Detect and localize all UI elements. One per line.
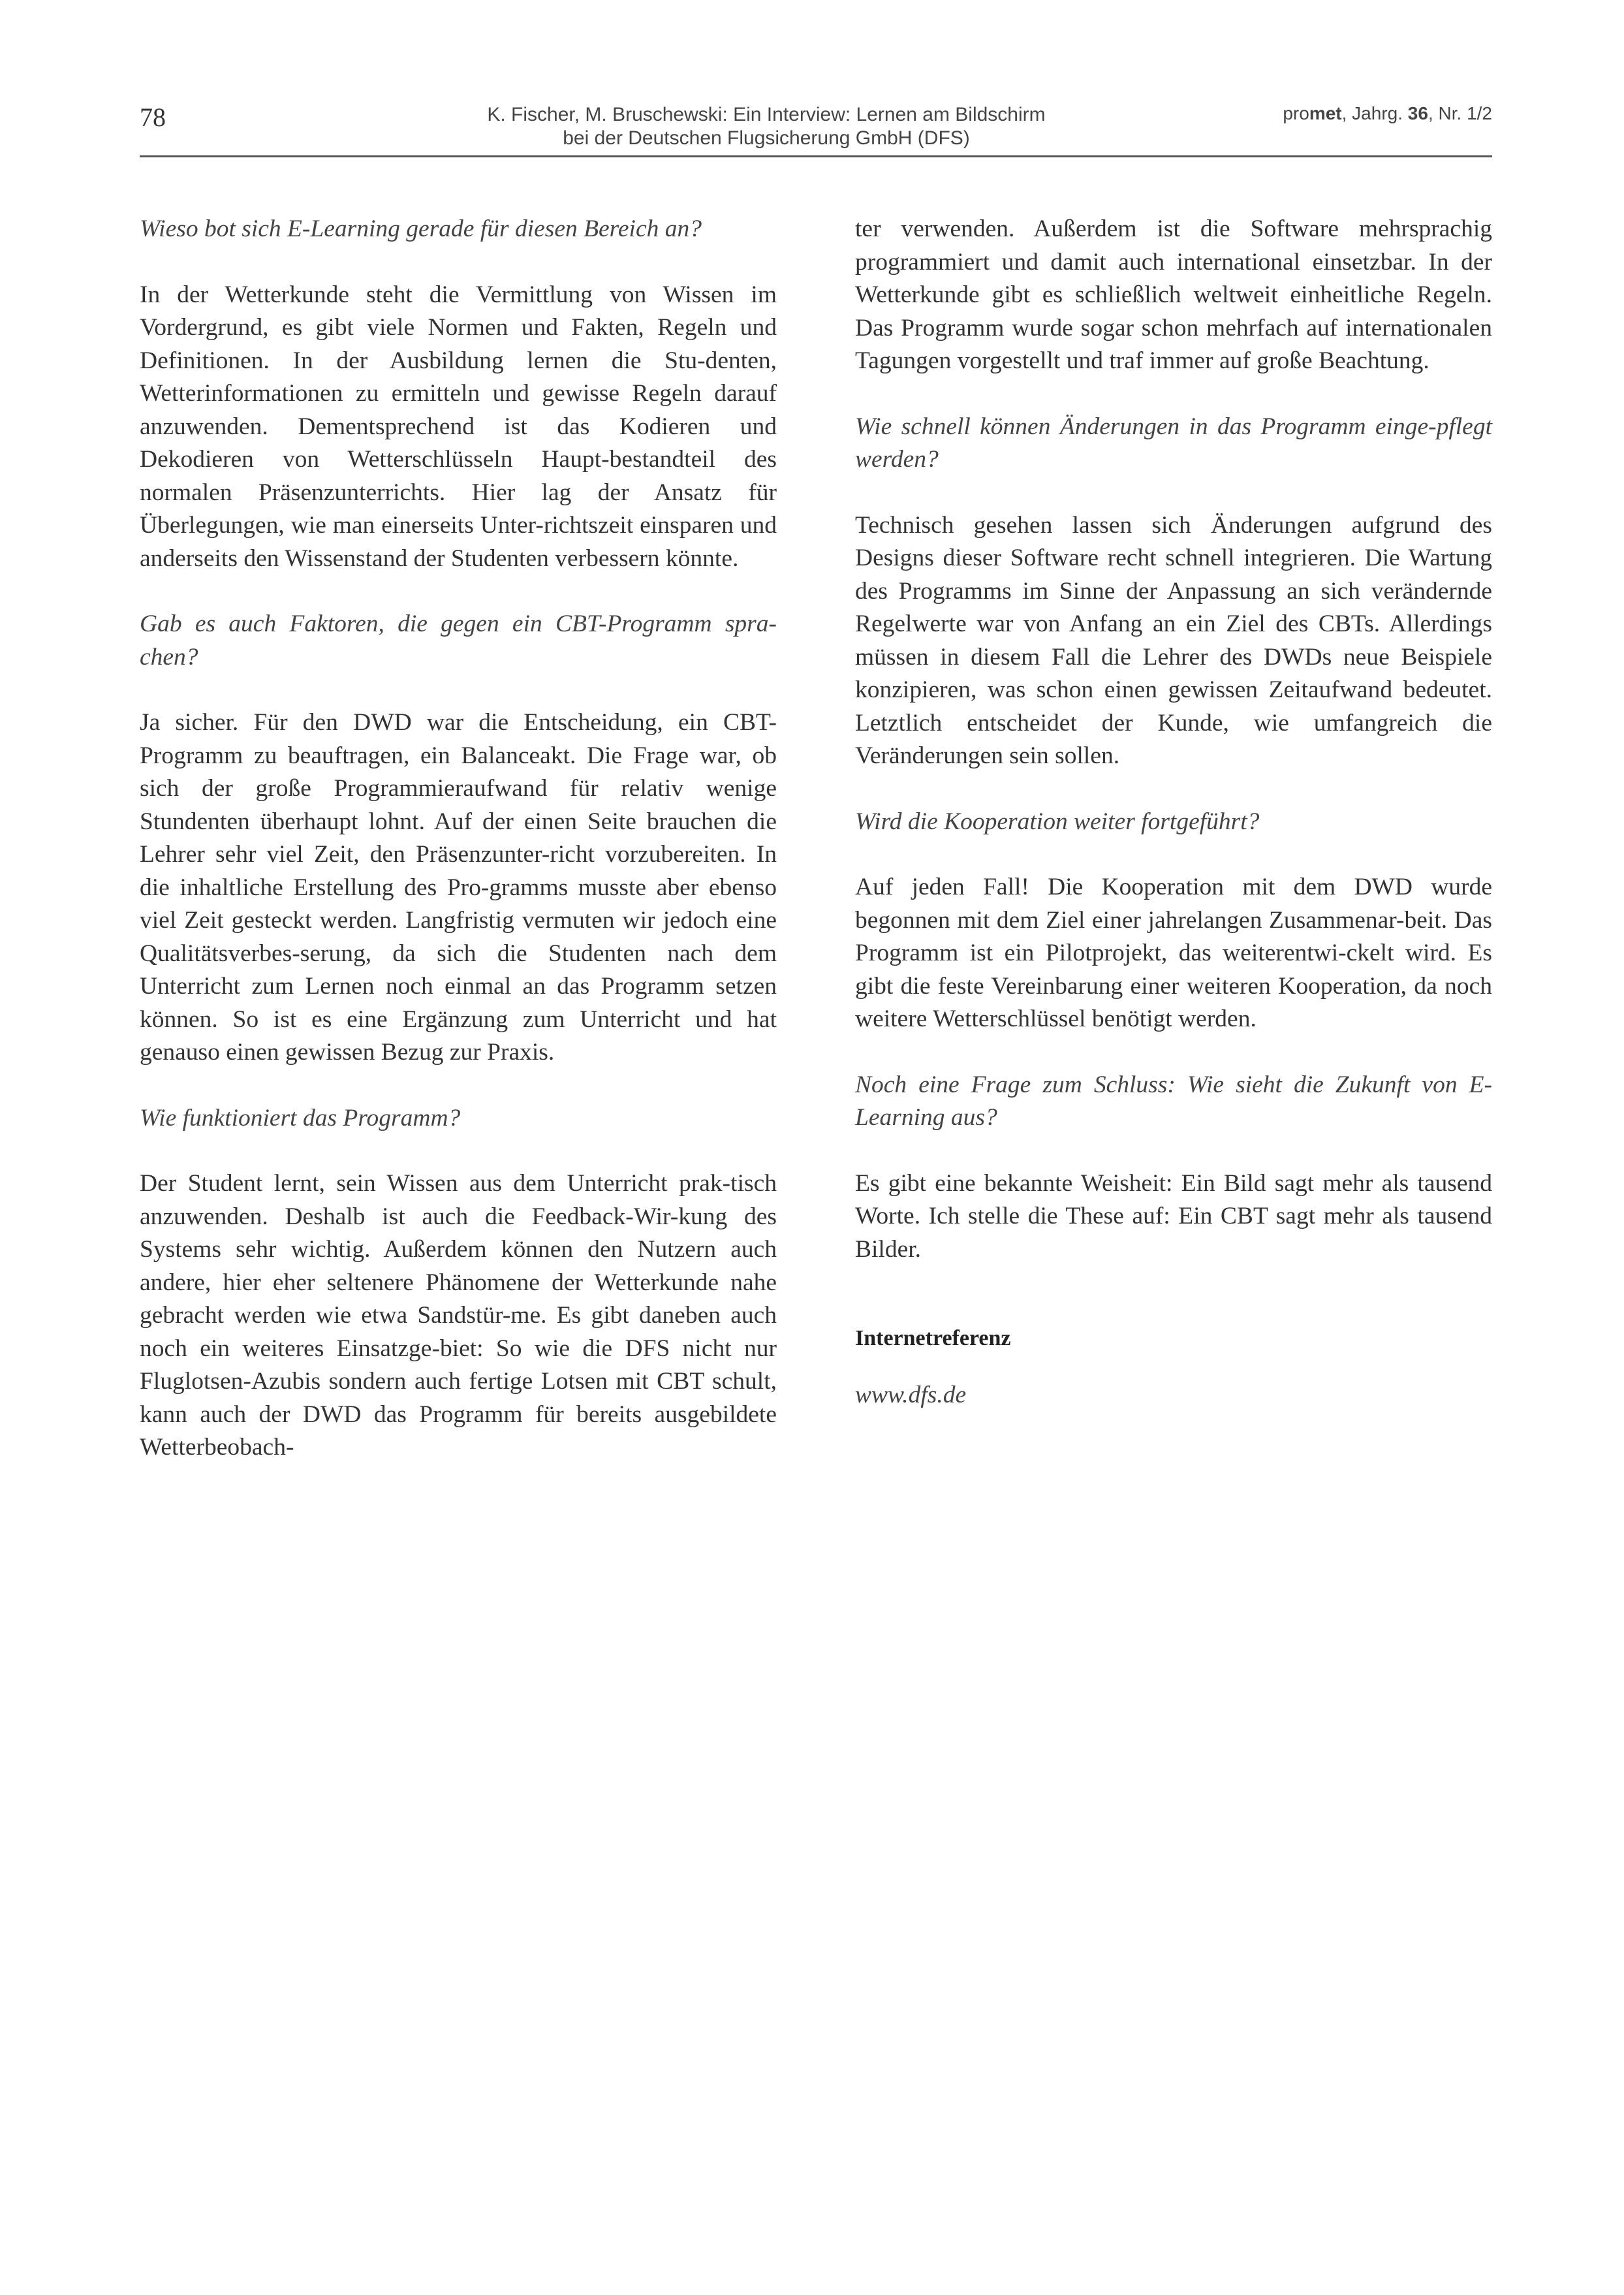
interview-answer: Es gibt eine bekannte Weisheit: Ein Bild sagt mehr als tausend Worte. Ich stelle die These auf: Ein CBT sagt mehr als tausend Bilder. (855, 1169, 1492, 1263)
header-divider (140, 155, 1492, 157)
interview-question: Wird die Kooperation weiter fortgeführt? (855, 808, 1260, 835)
interview-answer: In der Wetterkunde steht die Vermittlung von Wissen im Vordergrund, es gibt viele Normen und Fakten, Regeln und Definitionen. In der Ausbildung lernen die Stu-denten, Wetterinformationen zu ermitteln und gewisse Regeln darauf anzuwenden. Dementsprechend ist das Kodieren und Dekodieren von Wetterschlüsseln Haupt-bestandteil des normalen Präsenzunterrichts. Hier lag der Ansatz für Überlegungen, wie man einerseits Unter-richtszeit einsparen und anderseits den Wissenstand der Studenten verbessern könnte. (140, 281, 777, 572)
interview-question: Wieso bot sich E-Learning gerade für diesen Bereich an? (140, 215, 702, 242)
interview-question: Noch eine Frage zum Schluss: Wie sieht die Zukunft von E-Learning aus? (855, 1071, 1492, 1131)
interview-question: Gab es auch Faktoren, die gegen ein CBT-Programm spra-chen? (140, 610, 777, 671)
interview-question: Wie schnell können Änderungen in das Programm einge-pflegt werden? (855, 413, 1492, 473)
journal-volume: 36 (1407, 103, 1428, 123)
interview-question: Wie funktioniert das Programm? (140, 1104, 461, 1132)
interview-answer-continued: ter verwenden. Außerdem ist die Software mehrsprachig programmiert und damit auch international einsetzbar. In der Wetterkunde gibt es schließlich weltweit einheitliche Regeln. Das Programm wurde sogar schon mehrfach auf internationalen Tagungen vorgestellt und traf immer auf große Beachtung. (855, 215, 1492, 374)
reference-heading: Internetreferenz (855, 1326, 1011, 1350)
interview-answer: Der Student lernt, sein Wissen aus dem Unterricht prak-tisch anzuwenden. Deshalb ist auch die Feedback-Wir-kung des Systems sehr wichtig. Außerdem können den Nutzern auch andere, hier eher seltenere Phänomene der Wetterkunde nahe gebracht werden wie etwa Sandstür-me. Es gibt daneben auch noch ein weiteres Einsatzge-biet: So wie die DFS nicht nur Fluglotsen-Azubis sondern auch fertige Lotsen mit CBT schult, kann auch der DWD das Programm für bereits ausgebildete Wetterbeobach- (140, 1170, 777, 1461)
right-column (855, 213, 1492, 1412)
left-column (140, 213, 777, 1464)
running-title (420, 103, 1112, 150)
journal-name-bold: met (1309, 103, 1342, 123)
journal-reference (1283, 103, 1492, 124)
running-title-line-1: K. Fischer, M. Bruschewski: Ein Interview: Lernen am Bildschirm (487, 104, 1046, 125)
reference-link[interactable]: www.dfs.de (855, 1381, 967, 1408)
interview-answer: Auf jeden Fall! Die Kooperation mit dem DWD wurde begonnen mit dem Ziel einer jahrelangen Zusammenar-beit. Das Programm ist ein Pilotprojekt, das weiterentwi-ckelt wird. Es gibt die feste Vereinbarung einer weiteren Kooperation, da noch weitere Wetterschlüssel benötigt werden. (855, 874, 1492, 1032)
interview-answer: Technisch gesehen lassen sich Änderungen aufgrund des Designs dieser Software recht schnell integrieren. Die Wartung des Programms im Sinne der Anpassung an sich verändernde Regelwerte war von Anfang an ein Ziel des CBTs. Allerdings müssen in diesem Fall die Lehrer des DWDs neue Beispiele konzipieren, was schon einen gewissen Zeitaufwand bedeutet. Letztlich entscheidet der Kunde, wie umfangreich die Veränderungen sein sollen. (855, 511, 1492, 769)
journal-year-label: , Jahrg. (1341, 103, 1408, 123)
interview-answer: Ja sicher. Für den DWD war die Entscheidung, ein CBT-Programm zu beauftragen, ein Balanceakt. Die Frage war, ob sich der große Programmieraufwand für relativ wenige Stundenten überhaupt lohnt. Auf der einen Seite brauchen die Lehrer sehr viel Zeit, den Präsenzunter-richt vorzubereiten. In die inhaltliche Erstellung des Pro-gramms musste aber ebenso viel Zeit gesteckt werden. Langfristig vermuten wir jedoch eine Qualitätsverbes-serung, da sich die Studenten nach dem Unterricht zum Lernen noch einmal an das Programm setzen können. So ist es eine Ergänzung zum Unterricht und hat genauso einen gewissen Bezug zur Praxis. (140, 709, 777, 1066)
page-number: 78 (140, 103, 166, 132)
journal-issue: , Nr. 1/2 (1428, 103, 1492, 123)
running-title-line-2: bei der Deutschen Flugsicherung GmbH (DFS) (563, 127, 970, 149)
journal-name-prefix: pro (1283, 103, 1309, 123)
page-header (140, 99, 1492, 155)
